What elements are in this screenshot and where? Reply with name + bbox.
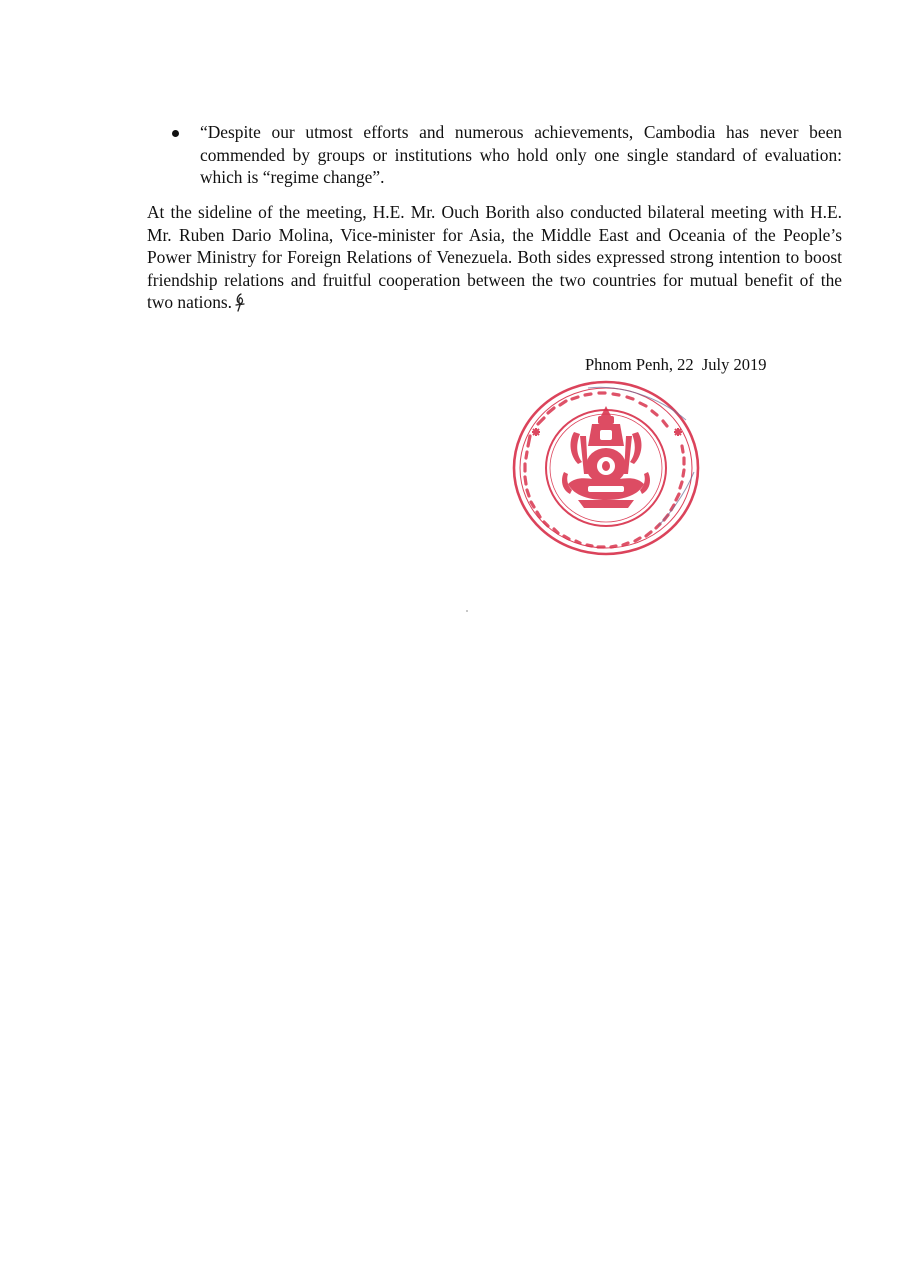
seal-emblem <box>508 376 710 560</box>
place-and-date: Phnom Penh, 22 July 2019 <box>585 355 767 374</box>
ministry-seal-stamp <box>508 376 710 560</box>
scan-speck <box>466 610 468 612</box>
handwritten-initial-mark <box>233 292 247 312</box>
bilateral-meeting-paragraph <box>147 201 842 314</box>
bullet-point <box>172 130 179 137</box>
quote-bullet-item <box>172 121 844 189</box>
paragraph-text: At the sideline of the meeting, H.E. Mr. Ouch Borith also conducted bilateral meeting with H.E. Mr. Ruben Dario Molina, Vice-minister for Asia, the Middle East and Oceania of the People’s Power Ministry for Foreign Relations of Venezuela. Both sides expressed strong intention to boost friendship relations and fruitful cooperation between the two countries for mutual benefit of the two nations. <box>147 202 842 312</box>
quote-text: “Despite our utmost efforts and numerous achievements, Cambodia has never been commended by groups or institutions who hold only one single standard of evaluation: which is “regime change”. <box>200 122 842 187</box>
